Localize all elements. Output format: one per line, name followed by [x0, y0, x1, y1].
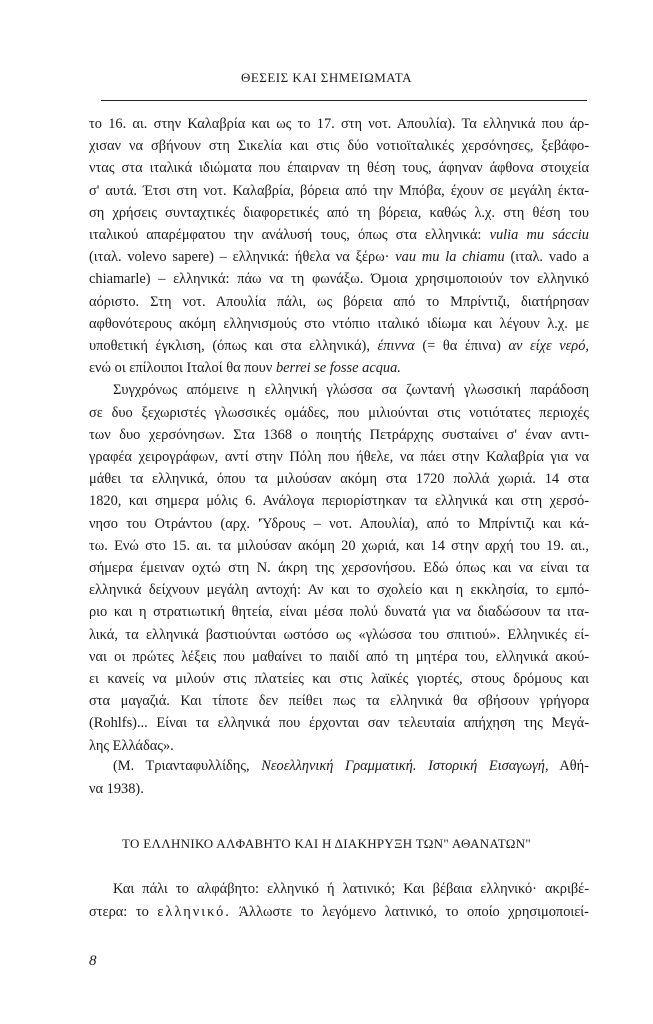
text-line: Και πάλι το αλφάβητο: ελληνικό ή λατινικό; Και βέβαια ελληνικό· ακριβέ- [113, 881, 589, 897]
spaced-emphasis: ελληνικό. [157, 903, 231, 920]
section-text [89, 878, 589, 923]
text-line: ριο και η στρατιωτική θητεία, είναι μέσα πολύ δυνατά για να διαδώσουν τα ιτα- [89, 604, 589, 621]
body-text [89, 113, 589, 757]
text-line: χισαν να σβήνουν στη Σικελία και στις δύο νοτιοϊταλικές χερσόνησες, ξεβάφο- [89, 138, 589, 155]
italic-phrase: vau mu la chiamu [395, 249, 505, 266]
text-line: νησο του Οτράντου (αρχ. 'Ύδρους – νοτ. Απουλία), από το Μπρίντιζι και κά- [89, 515, 589, 532]
text-line [89, 901, 589, 924]
paragraph-continued [89, 113, 589, 379]
italic-phrase: vulia mu sácciu [489, 227, 589, 244]
text-line: αόριστο. Στη νοτ. Απουλία πάλι, ως βόρεια από το Μπρίντιζι, διατήρησαν [89, 293, 589, 310]
text-line: σ' αυτά. Έτσι στη νοτ. Καλαβρία, βόρεια από την Μπόβα, έχουν σε μεγάλη έκτα- [89, 182, 589, 199]
text-line: στα μαγαζιά. Και τίποτε δεν πείθει πως τα ελληνικά θα σβήσουν γρήγορα [89, 693, 589, 710]
text-line: ει κανείς να μιλούν στις πλατείες και στις λαϊκές γιορτές, στους δρόμους και [89, 671, 589, 688]
text-line: σήμερα έμειναν οχτώ στη Ν. άκρη της χερσονήσου. Εδώ όπως και να είναι τα [89, 560, 589, 577]
text-line: chiamarle) – ελληνικά: πάω να τη φωνάξω. Όμοια χρησιμοποιούν τον ελληνικό [89, 271, 589, 288]
text-span: (ιταλ. volevo sapere) – ελληνικά: ήθελα να ξέρω· [89, 249, 390, 266]
text-line: σε δυο ξεχωριστές γλωσσικές ομάδες, που μιλιούνται στις νοτιότατες περιοχές [89, 404, 589, 421]
text-line [89, 246, 589, 268]
text-span: ιταλικού απαρέμφατου την ανάλυσή τους, όπως στα ελληνικά: [89, 227, 482, 244]
text-line: τω. Ενώ στο 15. αι. τα μιλούσαν ακόμη 20 χωριά, και 14 στην αρχή του 19. αι., [89, 537, 589, 554]
text-span: στερα: το [89, 903, 149, 920]
text-span: (= θα έπινα) [422, 338, 501, 355]
text-line: των δυο χερσόνησων. Στα 1368 ο ποιητής Πετράρχης συσταίνει σ' έναν αντι- [89, 426, 589, 443]
text-line: ντας στα ιταλικά ιδιώματα που έπαιρναν τη θέση τους, άφηναν άφθονα στοιχεία [89, 160, 589, 177]
page-number: 8 [89, 953, 97, 969]
italic-phrase: έπιννα [377, 338, 415, 355]
text-span: ενώ οι επίλοιποι Ιταλοί θα πουν [89, 360, 273, 377]
text-line: ελληνικά δείχνουν μεγάλη αντοχή: Αν και το σχολείο και η εκκλησία, το εμπό- [89, 582, 589, 599]
text-line: ση χρήσεις συνταχτικές διαφορετικές από τη βόρεια, καθώς λ.χ. στη θέση του [89, 204, 589, 221]
text-line: ναι οι πρώτες λέξεις που μαθαίνει το παιδί από τη μητέρα του, ελληνικά ακού- [89, 648, 589, 665]
text-line: το 16. αι. στην Καλαβρία και ως το 17. στη νοτ. Απουλία). Τα ελληνικά που άρ- [89, 116, 589, 132]
text-line: αφθονότερους ακόμη ελληνισμούς στο ντόπιο ιταλικό ιδίωμα και λέγουν λ.χ. με [89, 315, 589, 332]
text-span: (ιταλ. vado a [510, 249, 589, 266]
italic-phrase: berrei se fosse acqua. [275, 360, 401, 377]
citation [89, 755, 589, 800]
text-line: λης Ελλάδας». [89, 737, 174, 754]
paragraph [89, 379, 589, 756]
italic-phrase: αν είχε νερό, [508, 338, 589, 355]
text-line [89, 755, 589, 778]
header-rule [101, 100, 587, 101]
text-line: γραφέα χειρογράφων, αντί στην Πόλη που ήθελε, να πάει στην Καλαβρία για να [89, 449, 589, 466]
text-line: Συγχρόνως απόμεινε η ελληνική γλώσσα σα ζωντανή γλωσσική παράδοση [113, 382, 589, 399]
text-line: (Rohlfs)... Είναι τα ελληνικά που έρχονται σαν τελευταία απήχηση της Μεγά- [89, 715, 589, 732]
text-line [89, 335, 589, 357]
text-line: 1820, και σημερα μόλις 6. Ανάλογα περιορίστηκαν τα ελληνικά και στη χερσό- [89, 493, 589, 510]
running-head: ΘΕΣΕΙΣ ΚΑΙ ΣΗΜΕΙΩΜΑΤΑ [240, 70, 413, 85]
text-line [89, 224, 589, 246]
text-line: λικά, τα ελληνικά βαστιούνται ωστόσο ως «γλώσσα του σπιτιού». Ελληνικές εί- [89, 626, 589, 643]
text-span: Αθή- [559, 758, 589, 774]
section-title: ΤΟ ΕΛΛΗΝΙΚΟ ΑΛΦΑΒΗΤΟ ΚΑΙ Η ΔΙΑΚΗΡΥΞΗ ΤΩΝ" ΑΘΑΝΑΤΩΝ" [122, 836, 531, 851]
text-span: Άλλωστε το λεγόμενο λατινικό, το οποίο χρησιμοποιεί- [238, 903, 589, 920]
book-title: Νεοελληνική Γραμματική. Ιστορική Εισαγωγή, [261, 758, 549, 774]
text-span: υποθετική έγκλιση, (όπως και στα ελληνικά), [89, 338, 370, 355]
text-line [89, 357, 589, 379]
text-line: να 1938). [89, 780, 144, 797]
text-span: (Μ. Τριανταφυλλίδης, [113, 758, 250, 774]
text-line: μάθει τα ελληνικά, όπου τα μιλούσαν ακόμη στα 1720 πολλά χωριά. 14 στα [89, 471, 589, 488]
